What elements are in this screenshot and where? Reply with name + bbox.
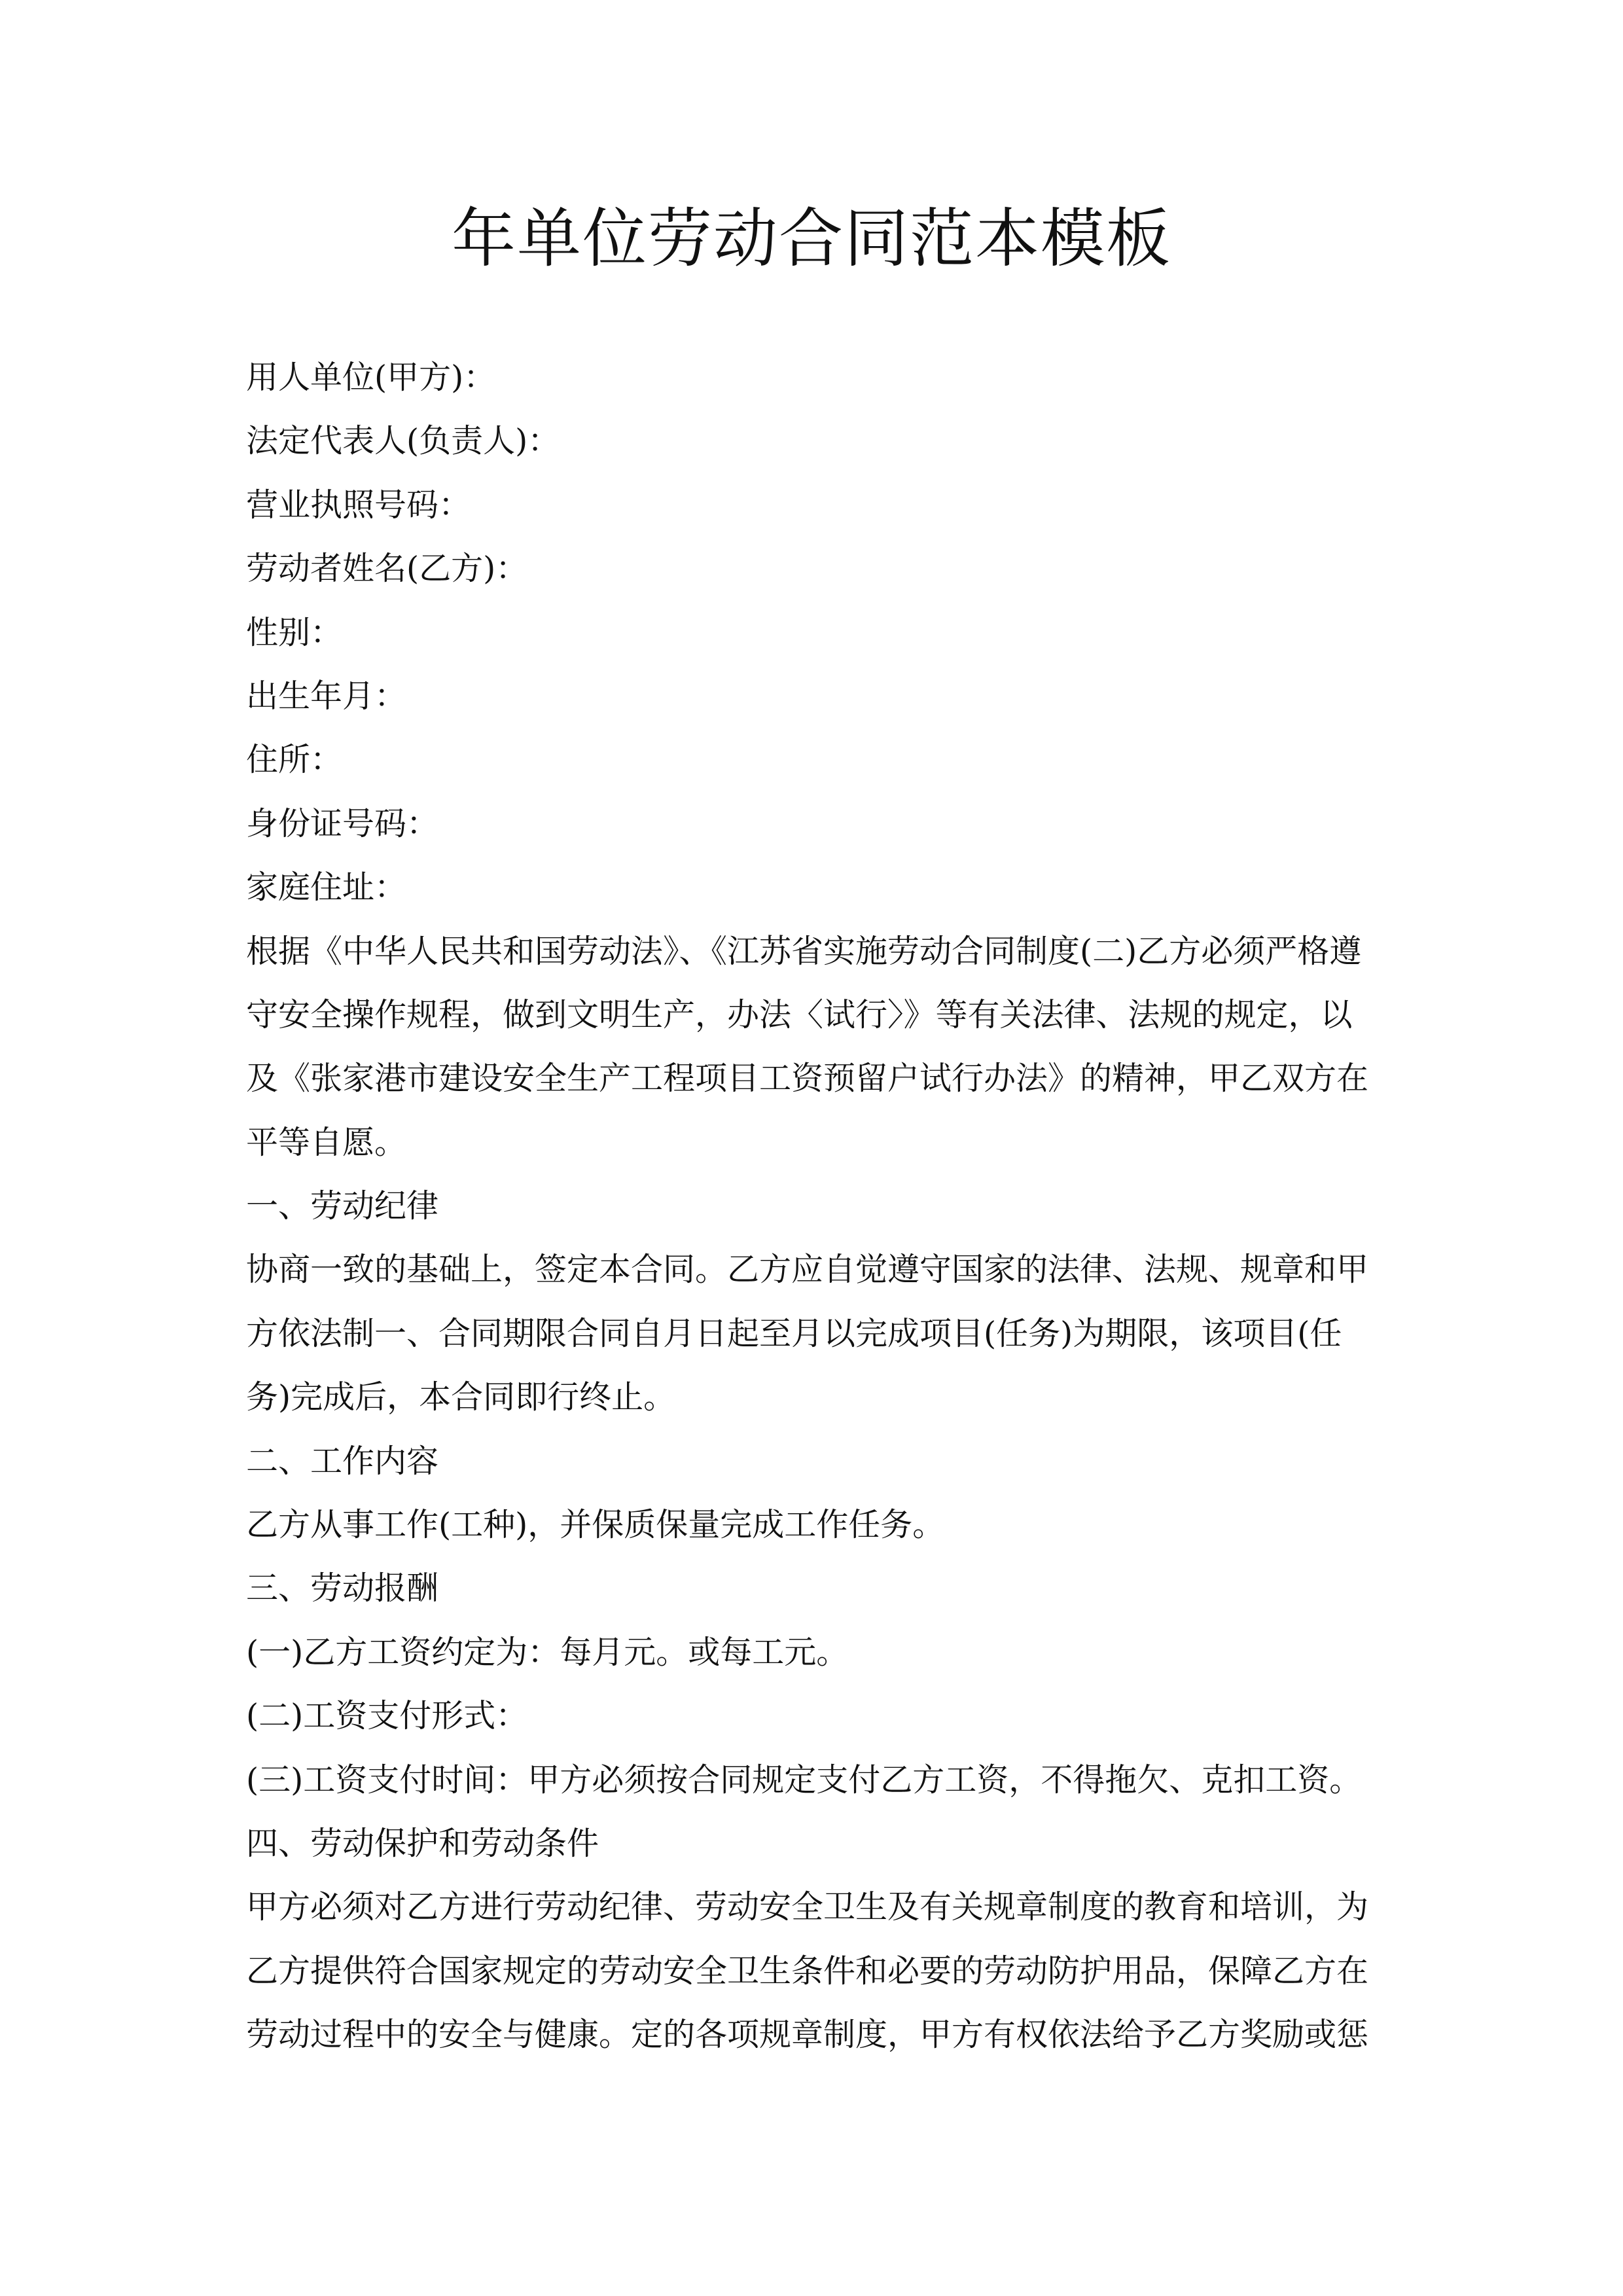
- text-line: 方依法制一、合同期限合同自月日起至月以完成项目(任务)为期限，该项目(任: [246, 1314, 1342, 1352]
- text-line: 甲方必须对乙方进行劳动纪律、劳动安全卫生及有关规章制度的教育和培训，为: [246, 1888, 1369, 1926]
- text-line: 协商一致的基础上，签定本合同。乙方应自觉遵守国家的法律、法规、规章和甲: [246, 1251, 1369, 1289]
- text-line: (三)工资支付时间：甲方必须按合同规定支付乙方工资，不得拖欠、克扣工资。: [246, 1761, 1362, 1799]
- document-title: 年单位劳动合同范本模板: [451, 202, 1171, 276]
- text-line: 一、劳动纪律: [246, 1187, 439, 1225]
- text-line: (二)工资支付形式：: [246, 1697, 528, 1735]
- text-line: 乙方从事工作(工种)，并保质保量完成工作任务。: [246, 1506, 945, 1544]
- text-line: 法定代表人(负责人)：: [246, 422, 560, 460]
- text-line: 性别：: [246, 613, 343, 651]
- text-line: 务)完成后，本合同即行终止。: [246, 1378, 676, 1416]
- text-line: 平等自愿。: [246, 1123, 407, 1161]
- text-line: 住所：: [246, 741, 343, 779]
- text-line: 家庭住址：: [246, 869, 407, 906]
- text-line: 乙方提供符合国家规定的劳动安全卫生条件和必要的劳动防护用品，保障乙方在: [246, 1952, 1369, 1990]
- text-line: 三、劳动报酬: [246, 1570, 439, 1607]
- text-line: 劳动者姓名(乙方)：: [246, 550, 528, 588]
- text-line: 及《张家港市建设安全生产工程项目工资预留户试行办法》的精神，甲乙双方在: [246, 1060, 1369, 1098]
- text-line: 出生年月：: [246, 677, 407, 715]
- text-line: 二、工作内容: [246, 1442, 439, 1480]
- text-line: 四、劳动保护和劳动条件: [246, 1824, 599, 1862]
- text-line: 根据《中华人民共和国劳动法》、《江苏省实施劳动合同制度(二)乙方必须严格遵: [246, 932, 1362, 970]
- text-line: 劳动过程中的安全与健康。定的各项规章制度，甲方有权依法给予乙方奖励或惩: [246, 2016, 1369, 2054]
- text-line: 用人单位(甲方)：: [246, 359, 496, 396]
- text-line: 守安全操作规程，做到文明生产，办法〈试行〉》等有关法律、法规的规定，以: [246, 996, 1353, 1033]
- text-line: 身份证号码：: [246, 804, 439, 842]
- text-line: 营业执照号码：: [246, 486, 471, 524]
- text-line: (一)乙方工资约定为：每月元。或每工元。: [246, 1633, 849, 1671]
- document-body: [246, 346, 1385, 2067]
